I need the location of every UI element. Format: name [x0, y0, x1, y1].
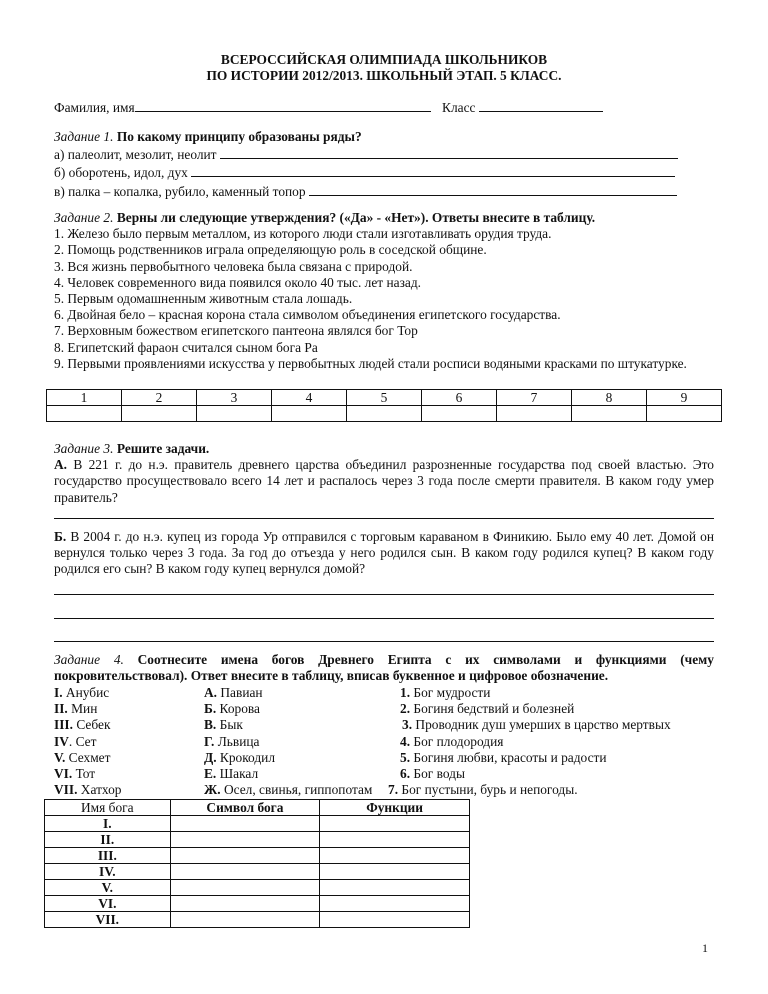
god-item [54, 782, 122, 798]
symbols-list [204, 685, 372, 798]
task-4-label: Задание 4. [54, 652, 124, 667]
task-3-problem-b [54, 529, 714, 578]
task-3-b-text: В 2004 г. до н.э. купец из города Ур отправился с торговым караваном в Финикию. Было ему 40 лет. Домой он вернулся только через 3 года. За год до отъезда у него родился сын. В каком году родился купец? В каком году родился его сын? В каком году купец вернулся домой? [54, 529, 714, 577]
task-4-answer-table [44, 799, 470, 928]
function-item [388, 717, 671, 733]
god-num: V. [54, 749, 66, 765]
table-row [45, 880, 470, 896]
symbol-item [204, 766, 372, 782]
symbol-name: Крокодил [216, 749, 276, 765]
table-row [45, 896, 470, 912]
task-2-table-header-row [47, 390, 722, 406]
task-3-heading [54, 441, 714, 457]
god-name: . Сет [68, 733, 97, 749]
function-num: 4. [400, 733, 411, 749]
task-3-question: Решите задачи. [113, 441, 210, 456]
task-2-statement: 1. Железо было первым металлом, из которого люди стали изготавливать орудия труда. [54, 226, 552, 242]
task-2-statement: 5. Первым одомашненным животным стала лошадь. [54, 291, 353, 307]
function-item [388, 750, 671, 766]
gods-list [54, 685, 122, 798]
symbol-answer-cell[interactable] [170, 896, 320, 912]
symbol-item [204, 717, 372, 733]
god-number-cell: V. [45, 880, 171, 896]
function-item [388, 766, 671, 782]
task-1-heading [54, 129, 714, 145]
task-3-a-label: А. [54, 457, 68, 473]
symbol-letter: Ж. [204, 782, 221, 798]
god-num: I. [54, 685, 63, 700]
function-name: Бог воды [410, 766, 465, 782]
task-4-table-header-row [45, 800, 470, 816]
task-2-answer-cell[interactable] [197, 406, 272, 422]
function-name: Бог пустыни, бурь и непогоды. [398, 782, 578, 798]
god-number-cell: II. [45, 832, 171, 848]
task-1-row-c-text: в) палка – копалка, рубило, каменный топор [54, 183, 306, 199]
symbol-item [204, 782, 372, 798]
task-2-answer-cell[interactable] [347, 406, 422, 422]
symbol-name: Бык [216, 717, 243, 733]
god-name: Анубис [62, 685, 110, 700]
god-number-cell: VII. [45, 912, 171, 928]
task-1-answer-c[interactable] [309, 182, 677, 196]
task-2-answer-cell[interactable] [572, 406, 647, 422]
god-num: VI. [54, 766, 73, 782]
task-2-statement: 7. Верховным божеством египетского пантеона являлся бог Тор [54, 323, 418, 339]
god-num: II. [54, 701, 68, 717]
symbol-name: Львица [214, 733, 260, 749]
symbol-name: Корова [216, 701, 260, 717]
table-row [45, 816, 470, 832]
page-number: 1 [702, 941, 708, 955]
task-2-statement: 4. Человек современного вида появился около 40 тыс. лет назад. [54, 274, 421, 290]
function-answer-cell[interactable] [320, 832, 470, 848]
god-num: IV [54, 733, 69, 749]
task-2-col-header: 4 [272, 390, 347, 406]
task-2-answer-cell[interactable] [422, 406, 497, 422]
task-2-col-header: 5 [347, 390, 422, 406]
task-4-col-header: Имя бога [45, 800, 171, 816]
class-field[interactable] [479, 98, 603, 112]
task-2-answer-cell[interactable] [647, 406, 722, 422]
function-num: 7. [388, 782, 399, 798]
task-4-heading [54, 652, 714, 684]
function-item [388, 701, 671, 717]
symbol-item [204, 701, 372, 717]
symbol-letter: А. [204, 685, 218, 700]
function-num: 3. [402, 717, 413, 733]
task-2-col-header: 3 [197, 390, 272, 406]
table-row [45, 912, 470, 928]
symbol-letter: В. [204, 717, 217, 733]
task-2-answer-cell[interactable] [47, 406, 122, 422]
function-name: Бог плодородия [410, 733, 504, 749]
task-1 [54, 129, 714, 200]
symbol-answer-cell[interactable] [170, 912, 320, 928]
document-title [54, 52, 714, 84]
god-number-cell: I. [45, 816, 171, 832]
task-3-b-label: Б. [54, 529, 67, 544]
task-2-col-header: 6 [422, 390, 497, 406]
title-line-1: ВСЕРОССИЙСКАЯ ОЛИМПИАДА ШКОЛЬНИКОВ [220, 52, 548, 67]
god-item [54, 750, 122, 766]
symbol-letter: Г. [204, 733, 215, 749]
task-2-statement: 6. Двойная бело – красная корона стала символом объединения египетского государства. [54, 307, 561, 323]
task-2-col-header: 7 [497, 390, 572, 406]
god-name: Себек [72, 717, 111, 733]
task-2-answer-table [46, 389, 722, 422]
function-name: Богиня любви, красоты и радости [410, 749, 607, 765]
symbol-answer-cell[interactable] [170, 832, 320, 848]
task-2-statement: 8. Египетский фараон считался сыном бога Ра [54, 339, 318, 355]
god-item [54, 701, 122, 717]
function-answer-cell[interactable] [320, 912, 470, 928]
god-item [54, 717, 122, 733]
symbol-name: Осел, свинья, гиппопотам [220, 782, 373, 798]
name-label: Фамилия, имя [54, 100, 135, 115]
god-name: Тот [72, 766, 96, 782]
symbol-answer-cell[interactable] [170, 848, 320, 864]
task-2-col-header: 1 [47, 390, 122, 406]
symbol-name: Павиан [217, 685, 263, 700]
task-2-question: Верны ли следующие утверждения? («Да» - «Нет»). Ответы внесите в таблицу. [113, 210, 596, 225]
task-3-a-text: В 221 г. до н.э. правитель древнего царства объединил разрозненные государства под своей властью. Это государство просуществовало всего 14 лет и распалось через 3 года после смерти правителя. В каком году умер правитель? [54, 457, 714, 505]
task-3-answer-b-line[interactable] [54, 641, 714, 642]
student-fields [54, 98, 603, 116]
task-2-heading [54, 210, 714, 226]
function-answer-cell[interactable] [320, 864, 470, 880]
symbol-item [204, 750, 372, 766]
function-num: 1. [400, 685, 411, 700]
task-1-answer-b[interactable] [191, 163, 675, 177]
task-4-question: Соотнесите имена богов Древнего Египта с их символами и функциями (чему покровительствовал). Ответ внесите в таблицу, вписав буквенное и цифровое обозначение. [54, 652, 714, 684]
task-1-label: Задание 1. [54, 129, 114, 144]
god-number-cell: IV. [45, 864, 171, 880]
symbol-item [204, 685, 372, 701]
symbol-name: Шакал [216, 766, 259, 782]
function-answer-cell[interactable] [320, 816, 470, 832]
table-row [45, 832, 470, 848]
task-2-table-answer-row [47, 406, 722, 422]
task-2-col-header: 2 [122, 390, 197, 406]
god-num: III. [54, 717, 73, 733]
symbol-letter: Е. [204, 766, 217, 782]
task-1-row-a-text: а) палеолит, мезолит, неолит [54, 147, 217, 163]
functions-list [388, 685, 671, 798]
function-answer-cell[interactable] [320, 880, 470, 896]
task-4-col-header: Символ бога [170, 800, 320, 816]
task-1-row-a [54, 145, 714, 163]
function-num: 5. [400, 749, 411, 765]
god-name: Мин [67, 701, 98, 717]
title-line-2: ПО ИСТОРИИ 2012/2013. ШКОЛЬНЫЙ ЭТАП. 5 КЛАСС. [206, 68, 562, 83]
symbol-answer-cell[interactable] [170, 816, 320, 832]
task-1-answer-a[interactable] [220, 145, 678, 159]
symbol-item [204, 734, 372, 750]
god-num: VII. [54, 782, 78, 798]
name-field[interactable] [135, 98, 431, 112]
function-name: Богиня бедствий и болезней [410, 701, 575, 717]
table-row [45, 864, 470, 880]
task-4-col-header: Функции [320, 800, 470, 816]
task-2-answer-cell[interactable] [122, 406, 197, 422]
task-3-answer-b-line[interactable] [54, 594, 714, 595]
task-2-statement: 3. Вся жизнь первобытного человека была связана с природой. [54, 258, 413, 274]
table-row [45, 848, 470, 864]
task-3 [54, 441, 714, 506]
symbol-letter: Б. [204, 701, 217, 717]
symbol-letter: Д. [204, 749, 217, 765]
task-3-answer-a-line[interactable] [54, 518, 714, 519]
task-1-row-b-text: б) оборотень, идол, дух [54, 165, 188, 181]
task-2-answer-cell[interactable] [497, 406, 572, 422]
task-2 [54, 210, 714, 372]
function-name: Бог мудрости [410, 685, 491, 700]
symbol-answer-cell[interactable] [170, 880, 320, 896]
function-item [388, 734, 671, 750]
task-3-problem-a [54, 457, 714, 506]
task-1-row-c [54, 182, 714, 200]
god-name: Хатхор [77, 782, 122, 798]
task-2-col-header: 9 [647, 390, 722, 406]
task-2-label: Задание 2. [54, 210, 114, 225]
task-2-statement: 9. Первыми проявлениями искусства у первобытных людей стали росписи водяными красками по штукатурке. [54, 355, 687, 371]
function-answer-cell[interactable] [320, 848, 470, 864]
function-answer-cell[interactable] [320, 896, 470, 912]
task-1-row-b [54, 163, 714, 181]
god-item [54, 685, 122, 701]
task-2-col-header: 8 [572, 390, 647, 406]
task-2-statement: 2. Помощь родственников играла определяющую роль в соседской общине. [54, 242, 487, 258]
task-1-question: По какому принципу образованы ряды? [113, 129, 362, 144]
god-item [54, 766, 122, 782]
task-3-label: Задание 3. [54, 441, 114, 456]
god-number-cell: VI. [45, 896, 171, 912]
symbol-answer-cell[interactable] [170, 864, 320, 880]
god-item [54, 734, 122, 750]
god-name: Сехмет [65, 749, 111, 765]
task-3-answer-b-line[interactable] [54, 618, 714, 619]
function-item [388, 685, 671, 701]
task-2-answer-cell[interactable] [272, 406, 347, 422]
function-num: 6. [400, 766, 411, 782]
function-name: Проводник душ умерших в царство мертвых [412, 717, 671, 733]
class-label: Класс [442, 100, 476, 115]
function-num: 2. [400, 701, 411, 717]
function-item [388, 782, 671, 798]
god-number-cell: III. [45, 848, 171, 864]
